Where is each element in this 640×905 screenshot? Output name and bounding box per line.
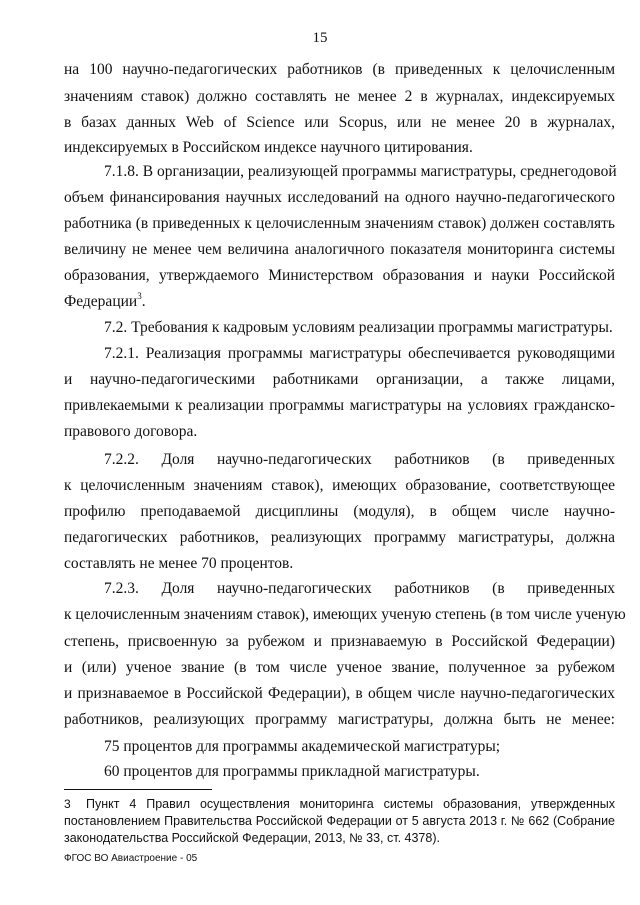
page-number: 15 <box>312 30 328 46</box>
body-line: на 100 научно-педагогических работников (в приведенных к целочисленным <box>64 61 615 78</box>
body-line: объем финансирования научных исследований на одного научно-педагогического <box>64 189 615 206</box>
footnote-reference: 3 <box>137 291 142 301</box>
body-line: составлять не менее 70 процентов. <box>64 555 294 572</box>
body-line: значениям ставок) должно составлять не менее 2 в журналах, индексируемых <box>64 88 615 105</box>
footnote-line: постановлением Правительства Российской Федерации от 5 августа 2013 г. № 662 (Собрание <box>64 814 615 828</box>
section-heading: 7.2. Требования к кадровым условиям реализации программы магистратуры. <box>104 319 613 336</box>
footnote-line: Пункт 4 Правил осуществления мониторинга системы образования, утвержденных <box>86 797 615 811</box>
body-line: и научно-педагогическими работниками организации, а также лицами, <box>64 371 615 388</box>
body-line-with-footnote-ref <box>64 292 615 312</box>
document-code: ФГОС ВО Авиастроение - 05 <box>64 853 198 864</box>
body-line: к целочисленным значениям ставок), имеющих образование, соответствующее <box>64 477 615 494</box>
body-line: 7.2.2. Доля научно-педагогических работников (в приведенных <box>104 451 615 468</box>
body-line: в базах данных Web of Science или Scopus, или не менее 20 в журналах, <box>64 114 615 131</box>
body-line: величину не менее чем величина аналогичного показателя мониторинга системы <box>64 241 615 258</box>
body-line: индексируемых в Российском индексе научного цитирования. <box>64 139 473 156</box>
body-line: работников, реализующих программу магистратуры, должна быть не менее: <box>64 711 615 728</box>
footnote-separator <box>64 789 212 790</box>
body-line: и (или) ученое звание (в том числе ученое звание, полученное за рубежом <box>64 659 615 676</box>
body-line: к целочисленным значениям ставок), имеющих ученую степень (в том числе ученую <box>64 606 626 623</box>
body-line-period: . <box>141 293 146 310</box>
body-line: работника (в приведенных к целочисленным значениям ставок) должен составлять <box>64 215 615 232</box>
body-line-text: Федерации <box>64 293 138 310</box>
body-line: привлекаемыми к реализации программы магистратуры на условиях гражданско- <box>64 397 615 414</box>
body-line: 7.1.8. В организации, реализующей программы магистратуры, среднегодовой <box>104 163 617 180</box>
body-line: правового договора. <box>64 423 198 440</box>
body-line: степень, присвоенную за рубежом и признаваемую в Российской Федерации) <box>64 633 615 650</box>
body-line: 7.2.3. Доля научно-педагогических работников (в приведенных <box>104 580 615 597</box>
body-line: педагогических работников, реализующих программу магистратуры, должна <box>64 529 615 546</box>
body-line: и признаваемое в Российской Федерации), в общем числе научно-педагогических <box>64 685 615 702</box>
body-line: образования, утверждаемого Министерством образования и науки Российской <box>64 267 615 284</box>
body-line: 60 процентов для программы прикладной магистратуры. <box>104 763 480 780</box>
body-line: 7.2.1. Реализация программы магистратуры обеспечивается руководящими <box>104 345 615 362</box>
footnote-line: законодательства Российской Федерации, 2013, № 33, ст. 4378). <box>64 831 440 845</box>
footnote-mark: 3 <box>64 797 71 811</box>
body-line: 75 процентов для программы академической магистратуры; <box>104 738 501 755</box>
body-line: профилю преподаваемой дисциплины (модуля), в общем числе научно- <box>64 503 615 520</box>
